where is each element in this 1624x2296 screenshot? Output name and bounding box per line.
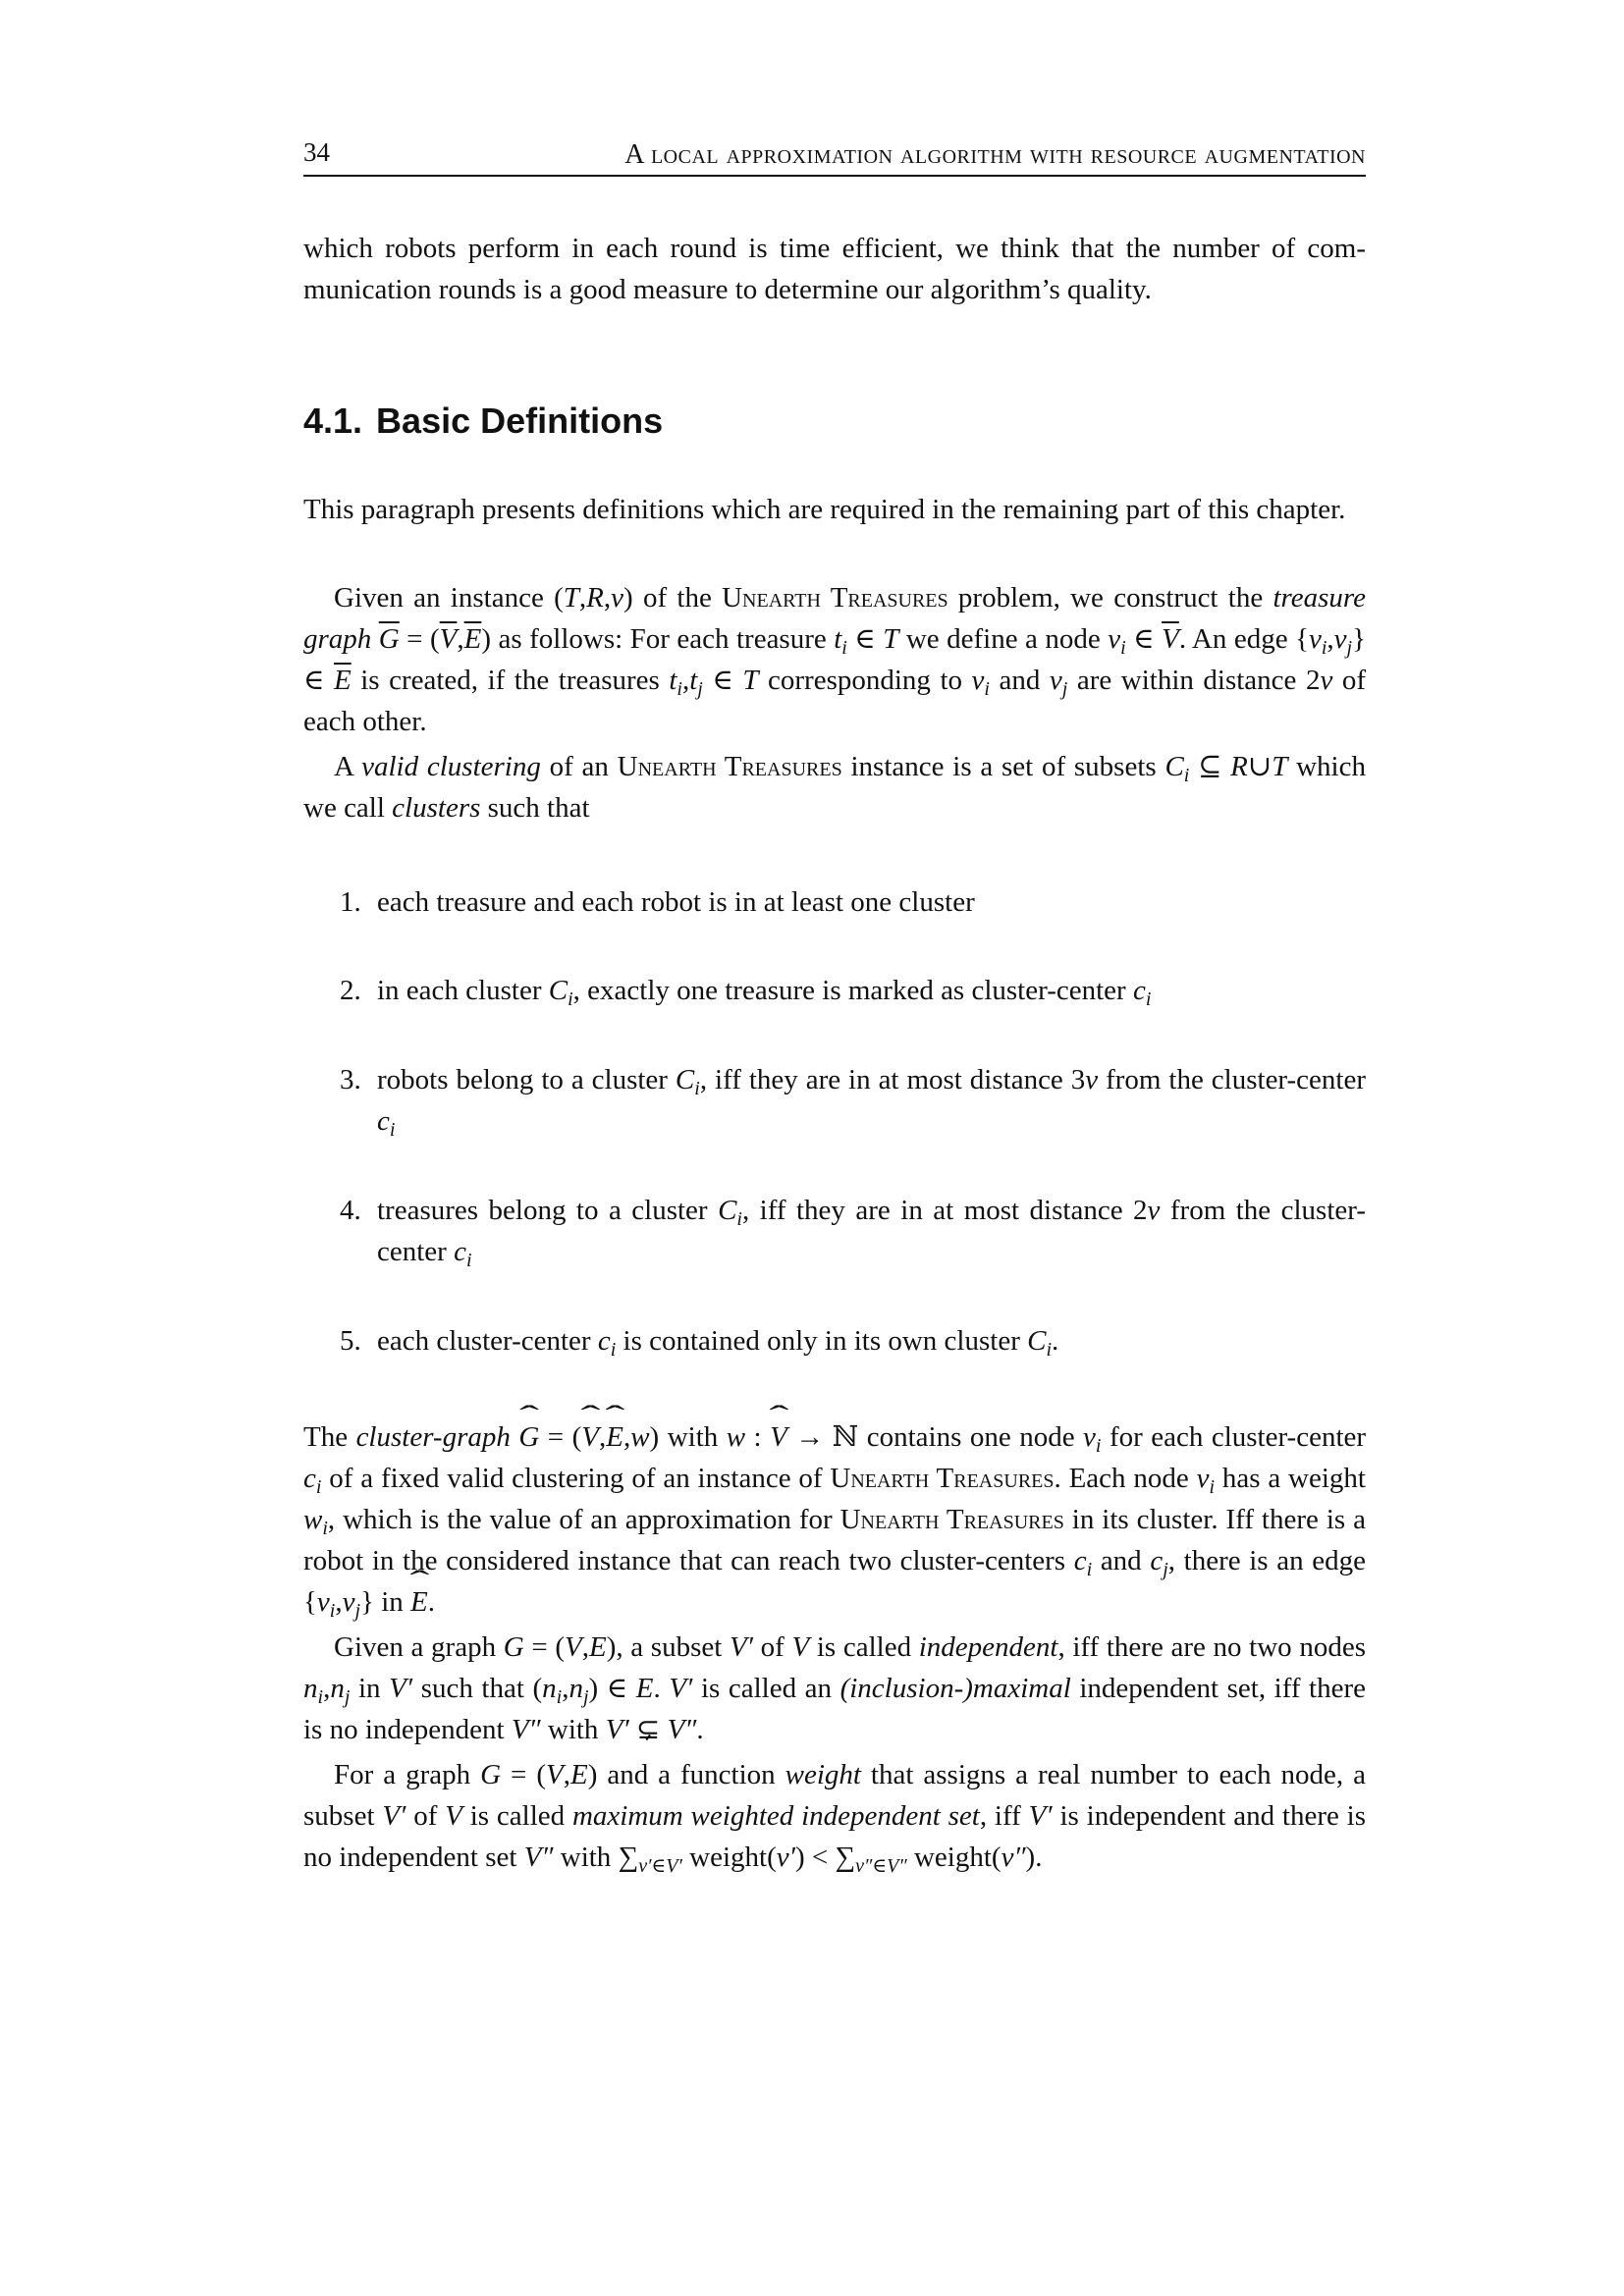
term-maximum-weighted-independent-set: maximum weighted independent set <box>571 1800 980 1832</box>
paragraph-2: Given an instance (T,R,v) of the Unearth Treasures problem, we construct the treasure graph $\overline{G} = (\overline{V},\overline{E})$ as follows: For each treasure $t_i$ ∈ T we define a node $v_i$ ∈ $\overline{V}$. An edge $\{v_i,v_j\}$ ∈ $\overline{E}$ is created, if the treasures $t_i,t_j$ ∈ T corresponding to $v_i$ and $v_j$ are within distance 2v of each other. <box>303 582 1367 737</box>
paragraph-1 <box>303 489 1366 530</box>
list-number: 1. <box>340 886 361 918</box>
problem-name: Unearth Treasures <box>722 582 948 614</box>
intro-line-1: which robots perform in each round is time efficient, we think that the number of com- <box>303 233 1366 264</box>
page-number: 34 <box>303 137 330 167</box>
list-number: 4. <box>340 1195 361 1226</box>
term-inclusion-maximal: (inclusion-)maximal <box>839 1673 1071 1704</box>
term-treasure-graph: treasure graph <box>303 582 1366 655</box>
term-valid-clustering: valid clustering <box>361 751 541 782</box>
section-number: 4.1. <box>303 400 363 441</box>
list-item: 4. treasures belong to a cluster $C_i$, iff they are in at most distance 2v from the cluster-center $c_i$ <box>340 1190 1366 1272</box>
running-header <box>303 135 1366 177</box>
intro-line-2: munication rounds is a good measure to determine our algorithm’s quality. <box>303 274 1152 305</box>
section-heading <box>303 400 663 442</box>
running-title: A local approximation algorithm with resource augmentation <box>624 139 1366 170</box>
list-item: 2. in each cluster $C_i$, exactly one treasure is marked as cluster-center $c_i$ <box>340 970 1366 1011</box>
paragraph-3: A valid clustering of an Unearth Treasures instance is a set of subsets $C_i$ ⊆ R∪T which we call clusters such that <box>303 751 1366 824</box>
paragraph-4: The cluster-graph ˆ G = (ˆ V,ˆ E,w) with w : ˆ V → ℕ contains one node $v_i$ for each cluster-center $c_i$ of a fixed valid clustering of an instance of Unearth Treasures. Each node $v_i$ has a weight $w_i$, which is the value of an approximation for Unearth Treasures in its cluster. Iff there is a robot in the considered instance that can reach two cluster-centers $c_i$ and $c_j$, there is an edge $\{v_i,v_j\}$ in ˆ E. <box>303 1416 1366 1623</box>
term-clusters: clusters <box>392 792 481 824</box>
paragraph-6: For a graph G = (V,E) and a function weight that assigns a real number to each node, a subset V′ of V is called maximum weighted independent set, iff V′ is independent and there is no independent set V″ with $\sum_{v'\in V'}$ weight(v′) < $\sum_{v''\in V''}$ weight(v″). <box>303 1759 1367 1877</box>
term-independent: independent <box>918 1631 1058 1663</box>
list-item: 1. each treasure and each robot is in at least one cluster <box>340 881 1366 923</box>
paragraph-5: Given a graph G = (V,E), a subset V′ of V is called independent, iff there are no two nodes $n_i,n_j$ in V′ such that $(n_i,n_j)$ ∈ E. V′ is called an (inclusion-)maximal independent set, iff there is no independent V″ with V′ ⊊ V″. <box>303 1631 1367 1745</box>
section-title: Basic Definitions <box>376 400 664 441</box>
paragraph-1-text: This paragraph presents definitions which are required in the remaining part of this chapter. <box>303 494 1346 525</box>
term-cluster-graph: cluster-graph <box>355 1421 511 1453</box>
term-weight: weight <box>785 1759 861 1790</box>
list-item: 5. each cluster-center $c_i$ is contained only in its own cluster $C_i$. <box>340 1320 1366 1362</box>
intro-paragraph <box>303 228 1366 310</box>
list-number: 3. <box>340 1064 361 1095</box>
list-number: 5. <box>340 1325 361 1357</box>
list-item: 3. robots belong to a cluster $C_i$, iff they are in at most distance 3v from the cluster-center $c_i$ <box>340 1059 1366 1142</box>
list-number: 2. <box>340 975 361 1006</box>
